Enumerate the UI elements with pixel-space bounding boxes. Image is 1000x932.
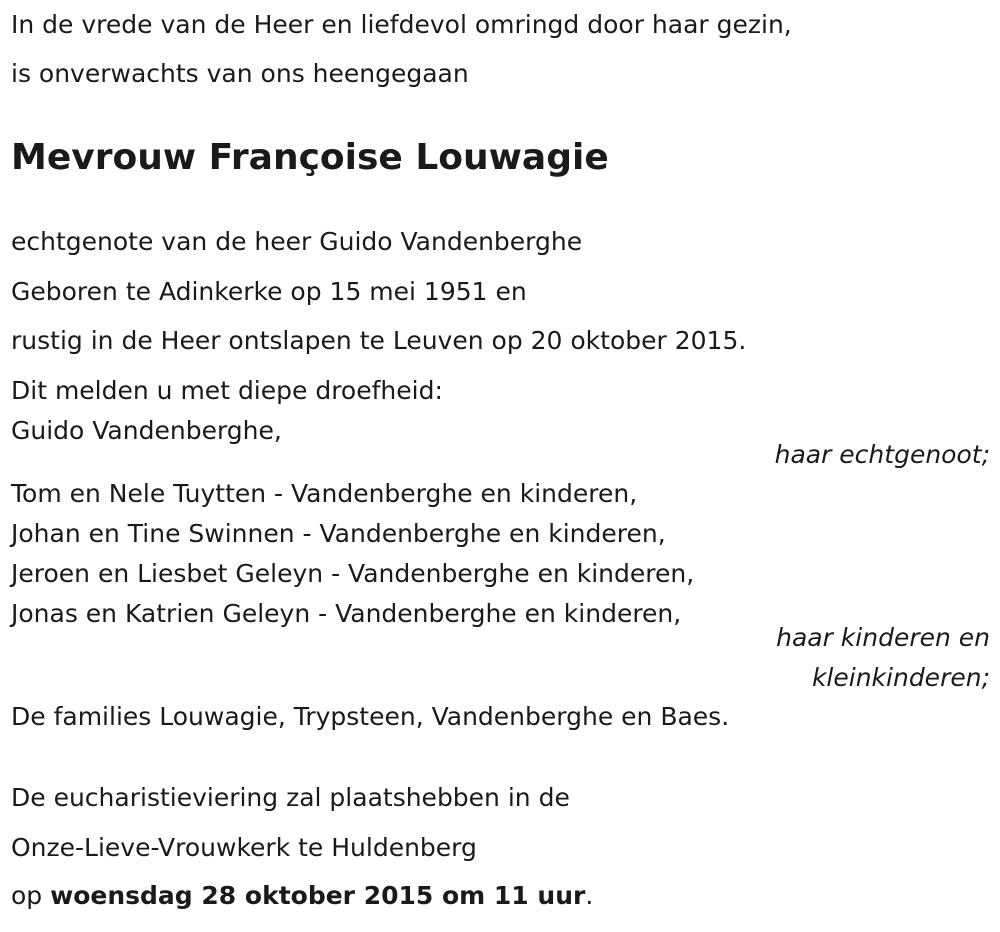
intro-line-2: is onverwachts van ons heengegaan <box>11 59 469 88</box>
mourner-spouse-role: haar echtgenoot; <box>774 440 990 469</box>
intro-line-1: In de vrede van de Heer en liefdevol omringd door haar gezin, <box>11 10 792 39</box>
child-line: Johan en Tine Swinnen - Vandenberghe en kinderen, <box>11 519 666 548</box>
deceased-name: Mevrouw Françoise Louwagie <box>11 137 609 178</box>
service-prefix: op <box>11 881 43 910</box>
child-line: Tom en Nele Tuytten - Vandenberghe en kinderen, <box>11 479 638 508</box>
children-role-line-2: kleinkinderen; <box>811 663 990 692</box>
mourners-intro: Dit melden u met diepe droefheid: <box>11 376 443 405</box>
service-datetime: woensdag 28 oktober 2015 om 11 uur <box>50 881 586 910</box>
children-role-line-1: haar kinderen en <box>776 623 990 652</box>
child-line: Jonas en Katrien Geleyn - Vandenberghe en kinderen, <box>11 599 682 628</box>
service-line-1: De eucharistieviering zal plaatshebben in de <box>11 783 570 812</box>
death-line: rustig in de Heer ontslapen te Leuven op 20 oktober 2015. <box>11 326 747 355</box>
service-line-3 <box>11 881 593 911</box>
families-line: De families Louwagie, Trypsteen, Vandenberghe en Baes. <box>11 702 730 731</box>
service-suffix: . <box>585 881 594 910</box>
mourner-spouse-name: Guido Vandenberghe, <box>11 416 282 445</box>
child-line: Jeroen en Liesbet Geleyn - Vandenberghe en kinderen, <box>11 559 695 588</box>
service-line-2: Onze-Lieve-Vrouwkerk te Huldenberg <box>11 833 477 862</box>
birth-line: Geboren te Adinkerke op 15 mei 1951 en <box>11 277 527 306</box>
spouse-line: echtgenote van de heer Guido Vandenberghe <box>11 227 583 256</box>
